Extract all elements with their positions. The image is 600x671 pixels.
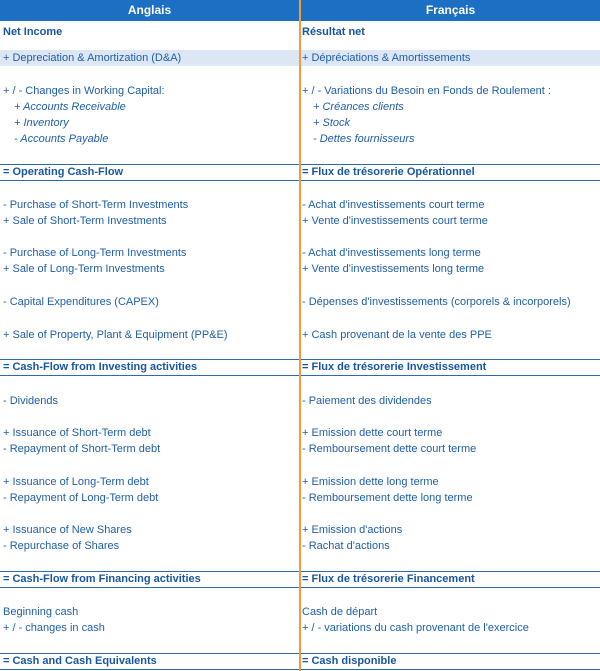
row-fr-cell: + Cash provenant de la vente des PPE bbox=[302, 329, 492, 341]
row-fr-cell: + Dépréciations & Amortissements bbox=[302, 52, 471, 64]
row-fr-cell: - Achat d'investissements long terme bbox=[302, 247, 481, 259]
row-fr-cell: = Flux de trésorerie Opérationnel bbox=[302, 166, 475, 178]
row-en-cell: = Operating Cash-Flow bbox=[3, 166, 124, 178]
row-en-cell: + Issuance of New Shares bbox=[3, 524, 132, 536]
row-fr-cell: + Emission dette long terme bbox=[302, 476, 439, 488]
row-en-cell: + Issuance of Long-Term debt bbox=[3, 476, 149, 488]
row-en-cell: + Issuance of Short-Term debt bbox=[3, 427, 151, 439]
row-en-cell: - Accounts Payable bbox=[14, 133, 109, 145]
row-fr-cell: + Emission dette court terme bbox=[302, 427, 443, 439]
row-fr-cell: Cash de départ bbox=[302, 606, 378, 618]
row-fr-cell: + Créances clients bbox=[313, 101, 404, 113]
row-fr-cell: = Flux de trésorerie Investissement bbox=[302, 361, 487, 373]
row-fr-cell: - Dettes fournisseurs bbox=[313, 133, 415, 145]
row-fr-cell: - Achat d'investissements court terme bbox=[302, 199, 485, 211]
row-en-cell: Beginning cash bbox=[3, 606, 79, 618]
row-en-cell: + Sale of Long-Term Investments bbox=[3, 263, 165, 275]
row-fr-cell: - Remboursement dette long terme bbox=[302, 492, 473, 504]
row-en-cell: = Cash and Cash Equivalents bbox=[3, 655, 157, 667]
row-en-cell: + Sale of Property, Plant & Equipment (PP&E) bbox=[3, 329, 228, 341]
row-en-cell: - Purchase of Short-Term Investments bbox=[3, 199, 189, 211]
row-fr-cell: + Emission d'actions bbox=[302, 524, 403, 536]
row-fr-cell: = Flux de trésorerie Financement bbox=[302, 573, 475, 585]
row-en-cell: + / - Changes in Working Capital: bbox=[3, 85, 165, 97]
column-divider bbox=[299, 0, 301, 671]
row-en-cell: + / - changes in cash bbox=[3, 622, 105, 634]
header-french: Français bbox=[301, 0, 600, 21]
row-fr-cell: - Paiement des dividendes bbox=[302, 395, 432, 407]
row-fr-cell: + Vente d'investissements court terme bbox=[302, 215, 488, 227]
row-en-cell: + Sale of Short-Term Investments bbox=[3, 215, 167, 227]
row-fr-cell: - Rachat d'actions bbox=[302, 540, 390, 552]
row-en-cell: - Repurchase of Shares bbox=[3, 540, 120, 552]
row-fr-cell: - Dépenses d'investissements (corporels & incorporels) bbox=[302, 296, 571, 308]
row-en-cell: - Repayment of Short-Term debt bbox=[3, 443, 161, 455]
row-en-cell: + Inventory bbox=[14, 117, 69, 129]
row-fr-cell: + / - variations du cash provenant de l'exercice bbox=[302, 622, 529, 634]
row-en-cell: + Depreciation & Amortization (D&A) bbox=[3, 52, 182, 64]
row-fr-cell: = Cash disponible bbox=[302, 655, 397, 667]
row-fr-cell: + / - Variations du Besoin en Fonds de Roulement : bbox=[302, 85, 551, 97]
row-en-cell: - Purchase of Long-Term Investments bbox=[3, 247, 187, 259]
row-en-cell: + Accounts Receivable bbox=[14, 101, 126, 113]
row-en-cell: = Cash-Flow from Financing activities bbox=[3, 573, 201, 585]
row-en-cell: - Dividends bbox=[3, 395, 59, 407]
row-en-cell: - Capital Expenditures (CAPEX) bbox=[3, 296, 159, 308]
row-en-cell: - Repayment of Long-Term debt bbox=[3, 492, 159, 504]
row-fr-cell: + Vente d'investissements long terme bbox=[302, 263, 485, 275]
row-fr-cell: - Remboursement dette court terme bbox=[302, 443, 477, 455]
row-en-cell: Net Income bbox=[3, 26, 63, 38]
row-fr-cell: Résultat net bbox=[302, 26, 365, 38]
header-english: Anglais bbox=[0, 0, 299, 21]
row-fr-cell: + Stock bbox=[313, 117, 350, 129]
row-en-cell: = Cash-Flow from Investing activities bbox=[3, 361, 198, 373]
